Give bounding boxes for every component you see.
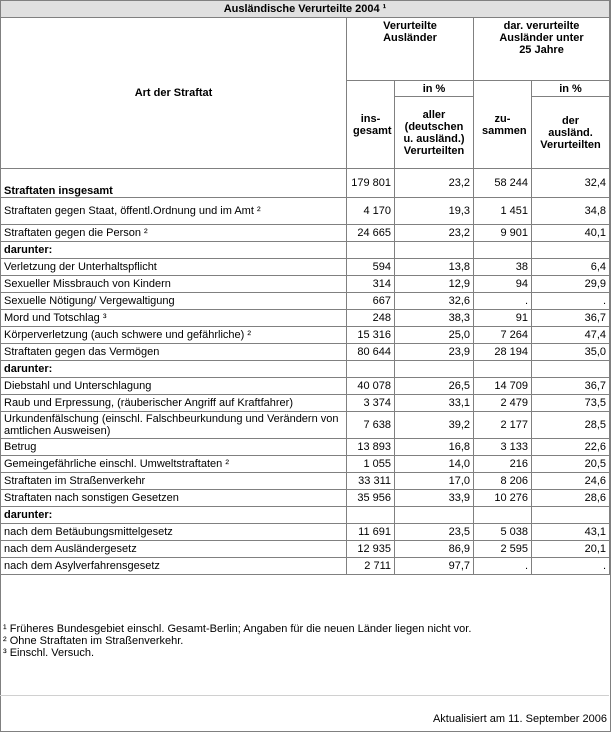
cell-pct-auslaend: . xyxy=(532,558,610,575)
table-row xyxy=(1,327,610,344)
cell-zusammen: 94 xyxy=(474,276,532,293)
cell-pct-aller: 38,3 xyxy=(395,310,474,327)
row-label: Gemeingefährliche einschl. Umweltstraftaten ² xyxy=(1,456,347,473)
row-label: darunter: xyxy=(1,361,347,378)
cell-pct-aller xyxy=(395,361,474,378)
cell-pct-aller: 23,5 xyxy=(395,524,474,541)
cell-pct-aller: 13,8 xyxy=(395,259,474,276)
table-title: Ausländische Verurteilte 2004 ¹ xyxy=(1,1,610,18)
cell-zusammen: 91 xyxy=(474,310,532,327)
table-row xyxy=(1,524,610,541)
table-row xyxy=(1,456,610,473)
cell-pct-auslaend xyxy=(532,361,610,378)
cell-pct-auslaend: 43,1 xyxy=(532,524,610,541)
cell-pct-auslaend: 24,6 xyxy=(532,473,610,490)
cell-zusammen: 1 451 xyxy=(474,198,532,225)
title-row xyxy=(1,1,610,18)
table-row xyxy=(1,507,610,524)
table-row xyxy=(1,378,610,395)
cell-zusammen: 2 595 xyxy=(474,541,532,558)
cell-zusammen: . xyxy=(474,558,532,575)
cell-pct-auslaend: 32,4 xyxy=(532,169,610,198)
cell-zusammen: 28 194 xyxy=(474,344,532,361)
footnote-2: ² Ohne Straftaten im Straßenverkehr. xyxy=(3,635,184,647)
cell-pct-aller: 17,0 xyxy=(395,473,474,490)
cell-insgesamt: 33 311 xyxy=(347,473,395,490)
cell-zusammen: . xyxy=(474,293,532,310)
cell-pct-auslaend: 20,5 xyxy=(532,456,610,473)
row-label: nach dem Betäubungsmittelgesetz xyxy=(1,524,347,541)
cell-zusammen: 58 244 xyxy=(474,169,532,198)
table-row xyxy=(1,276,610,293)
cell-insgesamt xyxy=(347,361,395,378)
cell-zusammen: 8 206 xyxy=(474,473,532,490)
cell-pct-auslaend: 47,4 xyxy=(532,327,610,344)
table-row xyxy=(1,490,610,507)
table-row xyxy=(1,439,610,456)
footnote-1: ¹ Früheres Bundesgebiet einschl. Gesamt-Berlin; Angaben für die neuen Länder liegen nicht vor. xyxy=(3,623,472,635)
cell-pct-aller: 12,9 xyxy=(395,276,474,293)
cell-zusammen: 7 264 xyxy=(474,327,532,344)
table-row xyxy=(1,169,610,198)
table-row xyxy=(1,225,610,242)
header-in-pct-2: in % xyxy=(532,81,610,97)
row-label: Sexueller Missbrauch von Kindern xyxy=(1,276,347,293)
row-label: Urkundenfälschung (einschl. Falschbeurkundung und Verändern von amtlichen Ausweisen) xyxy=(1,412,347,439)
cell-zusammen: 216 xyxy=(474,456,532,473)
cell-pct-aller: 32,6 xyxy=(395,293,474,310)
table-row xyxy=(1,361,610,378)
cell-pct-aller xyxy=(395,507,474,524)
table-row xyxy=(1,541,610,558)
row-label: Raub und Erpressung, (räuberischer Angriff auf Kraftfahrer) xyxy=(1,395,347,412)
cell-pct-aller: 19,3 xyxy=(395,198,474,225)
cell-pct-auslaend: 28,6 xyxy=(532,490,610,507)
row-label: Mord und Totschlag ³ xyxy=(1,310,347,327)
cell-pct-aller: 97,7 xyxy=(395,558,474,575)
cell-pct-auslaend xyxy=(532,242,610,259)
cell-pct-aller: 26,5 xyxy=(395,378,474,395)
cell-insgesamt: 11 691 xyxy=(347,524,395,541)
row-label: Straftaten gegen die Person ² xyxy=(1,225,347,242)
cell-pct-auslaend: 36,7 xyxy=(532,310,610,327)
row-label: Verletzung der Unterhaltspflicht xyxy=(1,259,347,276)
cell-pct-aller: 23,2 xyxy=(395,169,474,198)
cell-insgesamt: 594 xyxy=(347,259,395,276)
footnotes xyxy=(3,623,603,659)
cell-pct-auslaend: 22,6 xyxy=(532,439,610,456)
cell-insgesamt: 248 xyxy=(347,310,395,327)
cell-pct-auslaend: 36,7 xyxy=(532,378,610,395)
cell-pct-auslaend: 40,1 xyxy=(532,225,610,242)
cell-pct-auslaend: 35,0 xyxy=(532,344,610,361)
footnote-3: ³ Einschl. Versuch. xyxy=(3,647,95,659)
cell-insgesamt: 314 xyxy=(347,276,395,293)
cell-insgesamt: 667 xyxy=(347,293,395,310)
cell-pct-aller: 16,8 xyxy=(395,439,474,456)
cell-insgesamt xyxy=(347,242,395,259)
cell-zusammen: 2 479 xyxy=(474,395,532,412)
cell-pct-aller: 33,9 xyxy=(395,490,474,507)
header-zusammen: zu-sammen xyxy=(474,81,532,169)
table-row xyxy=(1,198,610,225)
cell-pct-aller: 33,1 xyxy=(395,395,474,412)
header-under25: dar. verurteilte Ausländer unter 25 Jahre xyxy=(474,18,610,81)
cell-zusammen: 2 177 xyxy=(474,412,532,439)
header-verurteilte: Verurteilte Ausländer xyxy=(347,18,474,81)
row-label: Straftaten im Straßenverkehr xyxy=(1,473,347,490)
cell-insgesamt: 179 801 xyxy=(347,169,395,198)
cell-insgesamt xyxy=(347,507,395,524)
table-row xyxy=(1,412,610,439)
cell-zusammen: 9 901 xyxy=(474,225,532,242)
header-art: Art der Straftat xyxy=(1,18,347,169)
cell-pct-auslaend: 73,5 xyxy=(532,395,610,412)
table-row xyxy=(1,242,610,259)
table-row xyxy=(1,310,610,327)
cell-pct-auslaend: . xyxy=(532,293,610,310)
cell-insgesamt: 15 316 xyxy=(347,327,395,344)
row-label: nach dem Asylverfahrensgesetz xyxy=(1,558,347,575)
cell-insgesamt: 4 170 xyxy=(347,198,395,225)
cell-pct-aller: 23,2 xyxy=(395,225,474,242)
row-label: Straftaten gegen das Vermögen xyxy=(1,344,347,361)
row-label: Straftaten insgesamt xyxy=(1,169,347,198)
cell-zusammen: 5 038 xyxy=(474,524,532,541)
header-der-auslaend: der ausländ. Verurteilten xyxy=(532,97,610,169)
cell-pct-aller: 25,0 xyxy=(395,327,474,344)
cell-pct-aller: 23,9 xyxy=(395,344,474,361)
table-row xyxy=(1,473,610,490)
header-insgesamt: ins-gesamt xyxy=(347,81,395,169)
header-aller: aller (deutschen u. ausländ.) Verurteilten xyxy=(395,97,474,169)
row-label: Diebstahl und Unterschlagung xyxy=(1,378,347,395)
cell-insgesamt: 13 893 xyxy=(347,439,395,456)
table-row xyxy=(1,395,610,412)
row-label: Straftaten nach sonstigen Gesetzen xyxy=(1,490,347,507)
separator xyxy=(0,695,609,696)
cell-pct-aller: 39,2 xyxy=(395,412,474,439)
cell-pct-auslaend: 28,5 xyxy=(532,412,610,439)
cell-insgesamt: 40 078 xyxy=(347,378,395,395)
table-row xyxy=(1,558,610,575)
cell-zusammen xyxy=(474,242,532,259)
cell-pct-aller: 14,0 xyxy=(395,456,474,473)
row-label: Körperverletzung (auch schwere und gefährliche) ² xyxy=(1,327,347,344)
cell-pct-auslaend: 29,9 xyxy=(532,276,610,293)
cell-pct-auslaend: 6,4 xyxy=(532,259,610,276)
cell-pct-aller: 86,9 xyxy=(395,541,474,558)
cell-insgesamt: 24 665 xyxy=(347,225,395,242)
cell-insgesamt: 12 935 xyxy=(347,541,395,558)
updated-note: Aktualisiert am 11. September 2006 xyxy=(432,713,607,725)
cell-insgesamt: 3 374 xyxy=(347,395,395,412)
cell-zusammen: 14 709 xyxy=(474,378,532,395)
cell-pct-auslaend: 20,1 xyxy=(532,541,610,558)
row-label: Sexuelle Nötigung/ Vergewaltigung xyxy=(1,293,347,310)
cell-insgesamt: 80 644 xyxy=(347,344,395,361)
table-row xyxy=(1,259,610,276)
row-label: nach dem Ausländergesetz xyxy=(1,541,347,558)
row-label: darunter: xyxy=(1,242,347,259)
cell-pct-auslaend: 34,8 xyxy=(532,198,610,225)
row-label: darunter: xyxy=(1,507,347,524)
header-in-pct-1: in % xyxy=(395,81,474,97)
cell-zusammen: 10 276 xyxy=(474,490,532,507)
row-label: Straftaten gegen Staat, öffentl.Ordnung und im Amt ² xyxy=(1,198,347,225)
cell-insgesamt: 1 055 xyxy=(347,456,395,473)
table-row xyxy=(1,293,610,310)
cell-zusammen: 3 133 xyxy=(474,439,532,456)
row-label: Betrug xyxy=(1,439,347,456)
cell-insgesamt: 35 956 xyxy=(347,490,395,507)
cell-zusammen: 38 xyxy=(474,259,532,276)
table-row xyxy=(1,344,610,361)
cell-pct-aller xyxy=(395,242,474,259)
cell-insgesamt: 7 638 xyxy=(347,412,395,439)
cell-zusammen xyxy=(474,507,532,524)
table-body xyxy=(1,169,610,575)
cell-zusammen xyxy=(474,361,532,378)
cell-pct-auslaend xyxy=(532,507,610,524)
cell-insgesamt: 2 711 xyxy=(347,558,395,575)
header-row-1 xyxy=(1,18,610,81)
